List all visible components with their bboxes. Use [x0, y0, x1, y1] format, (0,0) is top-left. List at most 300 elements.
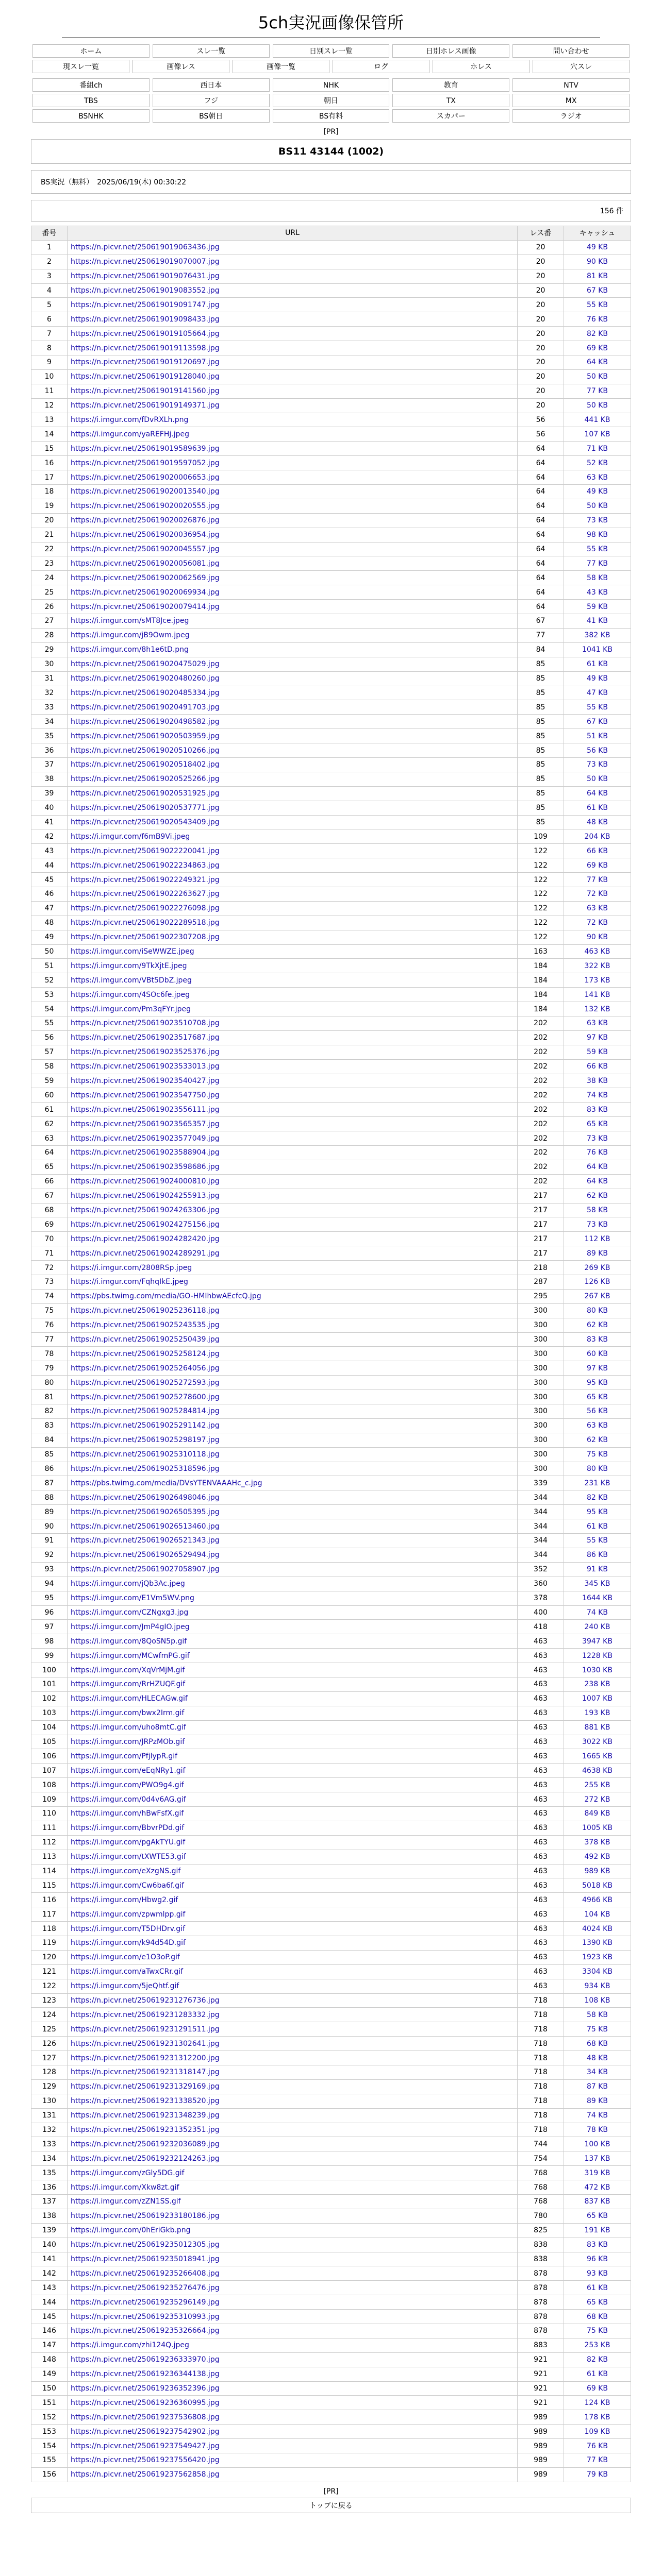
image-url-link[interactable]: https://n.picvr.net/250619025264056.jpg — [71, 1364, 220, 1372]
image-url-link[interactable]: https://n.picvr.net/250619019098433.jpg — [71, 315, 220, 324]
image-url-link[interactable]: https://i.imgur.com/yaREFHj.jpeg — [71, 430, 189, 438]
cache-link[interactable]: 56 KB — [586, 746, 608, 755]
channel-link[interactable]: フジ — [153, 94, 270, 107]
channel-link[interactable]: ラジオ — [512, 109, 630, 123]
cache-link[interactable]: 80 KB — [586, 1307, 608, 1315]
cache-link[interactable]: 49 KB — [586, 243, 608, 252]
image-url-link[interactable]: https://n.picvr.net/250619019083552.jpg — [71, 286, 220, 295]
image-url-link[interactable]: https://n.picvr.net/250619236344138.jpg — [71, 2370, 220, 2379]
image-url-link[interactable]: https://n.picvr.net/250619020531925.jpg — [71, 789, 220, 798]
image-url-link[interactable]: https://n.picvr.net/250619025272593.jpg — [71, 1378, 220, 1387]
cache-link[interactable]: 193 KB — [584, 1709, 610, 1718]
image-url-link[interactable]: https://i.imgur.com/JRPzMOb.gif — [71, 1737, 185, 1746]
cache-link[interactable]: 79 KB — [586, 2470, 608, 2479]
image-url-link[interactable]: https://i.imgur.com/pgAkTYU.gif — [71, 1838, 186, 1847]
cache-link[interactable]: 55 KB — [586, 545, 608, 554]
cache-link[interactable]: 50 KB — [586, 372, 608, 381]
image-url-link[interactable]: https://n.picvr.net/250619236333970.jpg — [71, 2355, 220, 2364]
back-to-top-button[interactable]: トップに戻る — [31, 2498, 631, 2513]
cache-link[interactable]: 72 KB — [586, 919, 608, 927]
channel-link[interactable]: BS有料 — [273, 109, 390, 123]
nav-link[interactable]: 問い合わせ — [512, 44, 630, 58]
cache-link[interactable]: 1228 KB — [582, 1651, 613, 1660]
image-url-link[interactable]: https://n.picvr.net/250619231291511.jpg — [71, 2025, 220, 2033]
cache-link[interactable]: 49 KB — [586, 674, 608, 683]
image-url-link[interactable]: https://n.picvr.net/250619025243535.jpg — [71, 1321, 220, 1330]
nav-link[interactable]: ログ — [333, 60, 429, 73]
image-url-link[interactable]: https://i.imgur.com/9TkXjtE.jpeg — [71, 961, 187, 970]
image-url-link[interactable]: https://n.picvr.net/250619024263306.jpg — [71, 1206, 220, 1214]
cache-link[interactable]: 238 KB — [584, 1680, 610, 1689]
cache-link[interactable]: 231 KB — [584, 1479, 610, 1487]
image-url-link[interactable]: https://i.imgur.com/zGly5DG.gif — [71, 2168, 185, 2177]
image-url-link[interactable]: https://n.picvr.net/250619237536808.jpg — [71, 2413, 220, 2421]
image-url-link[interactable]: https://n.picvr.net/250619231312200.jpg — [71, 2054, 220, 2062]
image-url-link[interactable]: https://i.imgur.com/HLECAGw.gif — [71, 1694, 188, 1703]
cache-link[interactable]: 4966 KB — [582, 1895, 613, 1904]
image-url-link[interactable]: https://n.picvr.net/250619019597052.jpg — [71, 459, 220, 467]
image-url-link[interactable]: https://n.picvr.net/250619019589639.jpg — [71, 444, 220, 453]
cache-link[interactable]: 87 KB — [586, 2082, 608, 2091]
cache-link[interactable]: 48 KB — [586, 818, 608, 826]
image-url-link[interactable]: https://n.picvr.net/250619020006653.jpg — [71, 473, 220, 482]
cache-link[interactable]: 41 KB — [586, 617, 608, 625]
nav-link[interactable]: ホレス — [433, 60, 529, 73]
image-url-link[interactable]: https://n.picvr.net/250619022307208.jpg — [71, 933, 220, 942]
cache-link[interactable]: 63 KB — [586, 473, 608, 482]
nav-link[interactable]: スレ一覧 — [153, 44, 270, 58]
image-url-link[interactable]: https://i.imgur.com/8h1e6tD.png — [71, 646, 189, 654]
cache-link[interactable]: 98 KB — [586, 531, 608, 539]
image-url-link[interactable]: https://n.picvr.net/250619231338520.jpg — [71, 2097, 220, 2106]
cache-link[interactable]: 934 KB — [584, 1982, 610, 1991]
cache-link[interactable]: 441 KB — [584, 416, 610, 425]
image-url-link[interactable]: https://n.picvr.net/250619235310993.jpg — [71, 2312, 220, 2321]
cache-link[interactable]: 61 KB — [586, 660, 608, 669]
cache-link[interactable]: 77 KB — [586, 875, 608, 884]
cache-link[interactable]: 97 KB — [586, 1364, 608, 1372]
image-url-link[interactable]: https://n.picvr.net/250619025298197.jpg — [71, 1436, 220, 1445]
cache-link[interactable]: 51 KB — [586, 732, 608, 740]
image-url-link[interactable]: https://i.imgur.com/FqhqIkE.jpeg — [71, 1278, 188, 1286]
cache-link[interactable]: 126 KB — [584, 1278, 610, 1286]
channel-link[interactable]: BS朝日 — [153, 109, 270, 123]
cache-link[interactable]: 65 KB — [586, 1393, 608, 1401]
cache-link[interactable]: 1390 KB — [582, 1939, 613, 1947]
image-url-link[interactable]: https://n.picvr.net/250619232124263.jpg — [71, 2154, 220, 2163]
cache-link[interactable]: 4638 KB — [582, 1766, 613, 1775]
cache-link[interactable]: 104 KB — [584, 1910, 610, 1919]
image-url-link[interactable]: https://i.imgur.com/8QoSN5p.gif — [71, 1637, 187, 1646]
cache-link[interactable]: 463 KB — [584, 947, 610, 956]
image-url-link[interactable]: https://n.picvr.net/250619020045557.jpg — [71, 545, 220, 554]
nav-link[interactable]: ホーム — [32, 44, 150, 58]
image-url-link[interactable]: https://n.picvr.net/250619022276098.jpg — [71, 904, 220, 913]
image-url-link[interactable]: https://i.imgur.com/tXWTE53.gif — [71, 1853, 186, 1861]
cache-link[interactable]: 1007 KB — [582, 1694, 613, 1703]
image-url-link[interactable]: https://n.picvr.net/250619019091747.jpg — [71, 300, 220, 309]
channel-link[interactable]: TX — [392, 94, 509, 107]
image-url-link[interactable]: https://pbs.twimg.com/media/GO-HMIhbwAEcfcQ.jpg — [71, 1292, 261, 1301]
cache-link[interactable]: 62 KB — [586, 1192, 608, 1200]
cache-link[interactable]: 81 KB — [586, 272, 608, 281]
image-url-link[interactable]: https://n.picvr.net/250619024282420.jpg — [71, 1234, 220, 1243]
image-url-link[interactable]: https://n.picvr.net/250619020062569.jpg — [71, 573, 220, 582]
image-url-link[interactable]: https://n.picvr.net/250619023525376.jpg — [71, 1048, 220, 1057]
image-url-link[interactable]: https://i.imgur.com/zZN1SS.gif — [71, 2197, 181, 2206]
cache-link[interactable]: 492 KB — [584, 1853, 610, 1861]
image-url-link[interactable]: https://n.picvr.net/250619233180186.jpg — [71, 2212, 220, 2221]
image-url-link[interactable]: https://n.picvr.net/250619020079414.jpg — [71, 602, 220, 611]
image-url-link[interactable]: https://n.picvr.net/250619237562858.jpg — [71, 2470, 220, 2479]
image-url-link[interactable]: https://i.imgur.com/XqVrMjM.gif — [71, 1666, 185, 1674]
channel-link[interactable]: NHK — [273, 78, 390, 92]
image-url-link[interactable]: https://n.picvr.net/250619024000810.jpg — [71, 1177, 220, 1186]
channel-link[interactable]: NTV — [512, 78, 630, 92]
cache-link[interactable]: 378 KB — [584, 1838, 610, 1847]
cache-link[interactable]: 90 KB — [586, 258, 608, 266]
nav-link[interactable]: 日別ホレス画像 — [392, 44, 509, 58]
image-url-link[interactable]: https://i.imgur.com/bwx2Irm.gif — [71, 1709, 185, 1718]
image-url-link[interactable]: https://n.picvr.net/250619023540427.jpg — [71, 1076, 220, 1085]
cache-link[interactable]: 68 KB — [586, 2039, 608, 2048]
channel-link[interactable]: BSNHK — [32, 109, 150, 123]
cache-link[interactable]: 73 KB — [586, 1134, 608, 1143]
cache-link[interactable]: 319 KB — [584, 2168, 610, 2177]
cache-link[interactable]: 472 KB — [584, 2183, 610, 2192]
image-url-link[interactable]: https://i.imgur.com/f6mB9Vi.jpeg — [71, 832, 190, 841]
channel-link[interactable]: 西日本 — [153, 78, 270, 92]
image-url-link[interactable]: https://n.picvr.net/250619020537771.jpg — [71, 804, 220, 812]
cache-link[interactable]: 240 KB — [584, 1622, 610, 1631]
cache-link[interactable]: 837 KB — [584, 2197, 610, 2206]
image-url-link[interactable]: https://i.imgur.com/aTwxCRr.gif — [71, 1968, 184, 1976]
cache-link[interactable]: 4024 KB — [582, 1924, 613, 1933]
image-url-link[interactable]: https://i.imgur.com/zhi124Q.jpeg — [71, 2341, 189, 2350]
cache-link[interactable]: 65 KB — [586, 2212, 608, 2221]
cache-link[interactable]: 68 KB — [586, 2312, 608, 2321]
cache-link[interactable]: 345 KB — [584, 1580, 610, 1588]
cache-link[interactable]: 55 KB — [586, 1536, 608, 1545]
cache-link[interactable]: 69 KB — [586, 2384, 608, 2393]
cache-link[interactable]: 255 KB — [584, 1781, 610, 1789]
image-url-link[interactable]: https://i.imgur.com/CZNgxg3.jpg — [71, 1608, 189, 1617]
image-url-link[interactable]: https://n.picvr.net/250619023517687.jpg — [71, 1033, 220, 1042]
cache-link[interactable]: 66 KB — [586, 846, 608, 855]
cache-link[interactable]: 178 KB — [584, 2413, 610, 2421]
cache-link[interactable]: 58 KB — [586, 573, 608, 582]
image-url-link[interactable]: https://i.imgur.com/eXzgNS.gif — [71, 1867, 181, 1875]
image-url-link[interactable]: https://i.imgur.com/jQb3Ac.jpeg — [71, 1580, 185, 1588]
cache-link[interactable]: 67 KB — [586, 286, 608, 295]
image-url-link[interactable]: https://n.picvr.net/250619231329169.jpg — [71, 2082, 220, 2091]
cache-link[interactable]: 137 KB — [584, 2154, 610, 2163]
image-url-link[interactable]: https://i.imgur.com/MCwfmPG.gif — [71, 1651, 190, 1660]
image-url-link[interactable]: https://n.picvr.net/250619231318147.jpg — [71, 2068, 220, 2077]
image-url-link[interactable]: https://i.imgur.com/RrHZUQF.gif — [71, 1680, 186, 1689]
image-url-link[interactable]: https://i.imgur.com/k94d54D.gif — [71, 1939, 186, 1947]
cache-link[interactable]: 96 KB — [586, 2255, 608, 2264]
image-url-link[interactable]: https://i.imgur.com/E1Vm5WV.png — [71, 1594, 194, 1603]
cache-link[interactable]: 61 KB — [586, 2283, 608, 2292]
cache-link[interactable]: 63 KB — [586, 1019, 608, 1028]
image-url-link[interactable]: https://n.picvr.net/250619236360995.jpg — [71, 2398, 220, 2407]
image-url-link[interactable]: https://n.picvr.net/250619025284814.jpg — [71, 1407, 220, 1416]
image-url-link[interactable]: https://i.imgur.com/Pm3qFYr.jpeg — [71, 1005, 191, 1013]
image-url-link[interactable]: https://i.imgur.com/4SOc6fe.jpeg — [71, 990, 190, 999]
image-url-link[interactable]: https://i.imgur.com/iSeWWZE.jpeg — [71, 947, 194, 956]
cache-link[interactable]: 78 KB — [586, 2126, 608, 2134]
cache-link[interactable]: 322 KB — [584, 961, 610, 970]
image-url-link[interactable]: https://n.picvr.net/250619231276736.jpg — [71, 1996, 220, 2005]
image-url-link[interactable]: https://n.picvr.net/250619019120697.jpg — [71, 358, 220, 367]
image-url-link[interactable]: https://n.picvr.net/250619024289291.jpg — [71, 1249, 220, 1258]
image-url-link[interactable]: https://n.picvr.net/250619020525266.jpg — [71, 775, 220, 784]
cache-link[interactable]: 58 KB — [586, 1206, 608, 1214]
channel-link[interactable]: 教育 — [392, 78, 509, 92]
image-url-link[interactable]: https://n.picvr.net/250619236352396.jpg — [71, 2384, 220, 2393]
image-url-link[interactable]: https://n.picvr.net/250619019076431.jpg — [71, 272, 220, 281]
nav-link[interactable]: 日別スレ一覧 — [273, 44, 390, 58]
image-url-link[interactable]: https://i.imgur.com/e1O3oP.gif — [71, 1953, 180, 1962]
image-url-link[interactable]: https://n.picvr.net/250619025278600.jpg — [71, 1393, 220, 1401]
cache-link[interactable]: 76 KB — [586, 315, 608, 324]
cache-link[interactable]: 71 KB — [586, 444, 608, 453]
image-url-link[interactable]: https://pbs.twimg.com/media/DVsYTENVAAAHc_c.jpg — [71, 1479, 262, 1487]
cache-link[interactable]: 1923 KB — [582, 1953, 613, 1962]
cache-link[interactable]: 173 KB — [584, 976, 610, 985]
cache-link[interactable]: 269 KB — [584, 1263, 610, 1272]
image-url-link[interactable]: https://i.imgur.com/jB9Owm.jpeg — [71, 631, 190, 640]
image-url-link[interactable]: https://n.picvr.net/250619026498046.jpg — [71, 1493, 220, 1502]
image-url-link[interactable]: https://n.picvr.net/250619023510708.jpg — [71, 1019, 220, 1028]
cache-link[interactable]: 77 KB — [586, 559, 608, 568]
image-url-link[interactable]: https://i.imgur.com/uho8mtC.gif — [71, 1723, 186, 1732]
channel-link[interactable]: 朝日 — [273, 94, 390, 107]
cache-link[interactable]: 80 KB — [586, 1465, 608, 1473]
cache-link[interactable]: 76 KB — [586, 2442, 608, 2450]
image-url-link[interactable]: https://i.imgur.com/JmP4gIO.jpeg — [71, 1622, 190, 1631]
cache-link[interactable]: 47 KB — [586, 688, 608, 697]
cache-link[interactable]: 58 KB — [586, 2010, 608, 2019]
cache-link[interactable]: 61 KB — [586, 1522, 608, 1531]
cache-link[interactable]: 124 KB — [584, 2398, 610, 2407]
image-url-link[interactable]: https://n.picvr.net/250619231283332.jpg — [71, 2010, 220, 2019]
nav-link[interactable]: 画像レス — [133, 60, 229, 73]
cache-link[interactable]: 67 KB — [586, 717, 608, 726]
image-url-link[interactable]: https://n.picvr.net/250619019128040.jpg — [71, 372, 220, 381]
image-url-link[interactable]: https://n.picvr.net/250619023565357.jpg — [71, 1120, 220, 1128]
image-url-link[interactable]: https://n.picvr.net/250619022263627.jpg — [71, 890, 220, 899]
cache-link[interactable]: 77 KB — [586, 2456, 608, 2465]
image-url-link[interactable]: https://n.picvr.net/250619020518402.jpg — [71, 760, 220, 769]
image-url-link[interactable]: https://n.picvr.net/250619231352351.jpg — [71, 2126, 220, 2134]
image-url-link[interactable]: https://i.imgur.com/sMT8Jce.jpeg — [71, 617, 189, 625]
image-url-link[interactable]: https://n.picvr.net/250619023588904.jpg — [71, 1148, 220, 1157]
cache-link[interactable]: 141 KB — [584, 990, 610, 999]
cache-link[interactable]: 204 KB — [584, 832, 610, 841]
image-url-link[interactable]: https://i.imgur.com/0hEriGkb.png — [71, 2226, 191, 2235]
site-title[interactable]: 5ch実況画像保管所 — [258, 13, 404, 32]
cache-link[interactable]: 89 KB — [586, 1249, 608, 1258]
image-url-link[interactable]: https://n.picvr.net/250619026505395.jpg — [71, 1507, 220, 1516]
cache-link[interactable]: 91 KB — [586, 1565, 608, 1574]
image-url-link[interactable]: https://n.picvr.net/250619019113598.jpg — [71, 344, 220, 352]
cache-link[interactable]: 97 KB — [586, 1033, 608, 1042]
cache-link[interactable]: 881 KB — [584, 1723, 610, 1732]
image-url-link[interactable]: https://n.picvr.net/250619027058907.jpg — [71, 1565, 220, 1574]
cache-link[interactable]: 73 KB — [586, 516, 608, 525]
image-url-link[interactable]: https://i.imgur.com/hBwFsfX.gif — [71, 1809, 184, 1818]
cache-link[interactable]: 55 KB — [586, 300, 608, 309]
image-url-link[interactable]: https://n.picvr.net/250619020503959.jpg — [71, 732, 220, 740]
image-url-link[interactable]: https://n.picvr.net/250619020491703.jpg — [71, 703, 220, 711]
image-url-link[interactable]: https://n.picvr.net/250619020026876.jpg — [71, 516, 220, 525]
cache-link[interactable]: 100 KB — [584, 2140, 610, 2148]
image-url-link[interactable]: https://n.picvr.net/250619019141560.jpg — [71, 387, 220, 396]
channel-link[interactable]: 番組ch — [32, 78, 150, 92]
image-url-link[interactable]: https://i.imgur.com/fDvRXLh.png — [71, 416, 189, 425]
image-url-link[interactable]: https://n.picvr.net/250619235012305.jpg — [71, 2241, 220, 2249]
cache-link[interactable]: 74 KB — [586, 1091, 608, 1099]
cache-link[interactable]: 75 KB — [586, 1450, 608, 1459]
cache-link[interactable]: 59 KB — [586, 602, 608, 611]
cache-link[interactable]: 50 KB — [586, 401, 608, 410]
cache-link[interactable]: 64 KB — [586, 1163, 608, 1172]
image-url-link[interactable]: https://n.picvr.net/250619235266408.jpg — [71, 2269, 220, 2278]
cache-link[interactable]: 69 KB — [586, 344, 608, 352]
image-url-link[interactable]: https://n.picvr.net/250619237556420.jpg — [71, 2456, 220, 2465]
cache-link[interactable]: 65 KB — [586, 2298, 608, 2307]
image-url-link[interactable]: https://n.picvr.net/250619237549427.jpg — [71, 2442, 220, 2450]
image-url-link[interactable]: https://i.imgur.com/zpwmlpp.gif — [71, 1910, 186, 1919]
cache-link[interactable]: 3947 KB — [582, 1637, 613, 1646]
cache-link[interactable]: 56 KB — [586, 1407, 608, 1416]
image-url-link[interactable]: https://n.picvr.net/250619020510266.jpg — [71, 746, 220, 755]
cache-link[interactable]: 62 KB — [586, 1436, 608, 1445]
cache-link[interactable]: 52 KB — [586, 459, 608, 467]
image-url-link[interactable]: https://n.picvr.net/250619026529494.jpg — [71, 1551, 220, 1560]
cache-link[interactable]: 69 KB — [586, 861, 608, 870]
cache-link[interactable]: 382 KB — [584, 631, 610, 640]
image-url-link[interactable]: https://n.picvr.net/250619020485334.jpg — [71, 688, 220, 697]
image-url-link[interactable]: https://n.picvr.net/250619023556111.jpg — [71, 1105, 220, 1114]
image-url-link[interactable]: https://i.imgur.com/PWO9g4.gif — [71, 1781, 184, 1789]
cache-link[interactable]: 83 KB — [586, 1105, 608, 1114]
image-url-link[interactable]: https://n.picvr.net/250619019105664.jpg — [71, 329, 220, 338]
cache-link[interactable]: 1005 KB — [582, 1824, 613, 1833]
image-url-link[interactable]: https://n.picvr.net/250619024255913.jpg — [71, 1192, 220, 1200]
image-url-link[interactable]: https://i.imgur.com/0d4v6AG.gif — [71, 1795, 186, 1804]
cache-link[interactable]: 86 KB — [586, 1551, 608, 1560]
image-url-link[interactable]: https://n.picvr.net/250619025310118.jpg — [71, 1450, 220, 1459]
cache-link[interactable]: 132 KB — [584, 1005, 610, 1013]
image-url-link[interactable]: https://i.imgur.com/Hbwg2.gif — [71, 1895, 178, 1904]
image-url-link[interactable]: https://n.picvr.net/250619232036089.jpg — [71, 2140, 220, 2148]
image-url-link[interactable]: https://n.picvr.net/250619025250439.jpg — [71, 1335, 220, 1344]
cache-link[interactable]: 75 KB — [586, 2025, 608, 2033]
cache-link[interactable]: 75 KB — [586, 2327, 608, 2335]
image-url-link[interactable]: https://n.picvr.net/250619020036954.jpg — [71, 531, 220, 539]
cache-link[interactable]: 62 KB — [586, 1321, 608, 1330]
cache-link[interactable]: 989 KB — [584, 1867, 610, 1875]
cache-link[interactable]: 66 KB — [586, 1062, 608, 1071]
cache-link[interactable]: 72 KB — [586, 890, 608, 899]
cache-link[interactable]: 50 KB — [586, 502, 608, 511]
cache-link[interactable]: 1041 KB — [582, 646, 613, 654]
image-url-link[interactable]: https://i.imgur.com/VBt5DbZ.jpeg — [71, 976, 192, 985]
image-url-link[interactable]: https://n.picvr.net/250619020069934.jpg — [71, 588, 220, 597]
image-url-link[interactable]: https://i.imgur.com/2808RSp.jpeg — [71, 1263, 192, 1272]
cache-link[interactable]: 74 KB — [586, 2111, 608, 2120]
cache-link[interactable]: 3022 KB — [582, 1737, 613, 1746]
image-url-link[interactable]: https://n.picvr.net/250619019149371.jpg — [71, 401, 220, 410]
cache-link[interactable]: 61 KB — [586, 804, 608, 812]
cache-link[interactable]: 95 KB — [586, 1378, 608, 1387]
cache-link[interactable]: 55 KB — [586, 703, 608, 711]
image-url-link[interactable]: https://i.imgur.com/PfjlypR.gif — [71, 1752, 178, 1760]
image-url-link[interactable]: https://n.picvr.net/250619020020555.jpg — [71, 502, 220, 511]
cache-link[interactable]: 93 KB — [586, 2269, 608, 2278]
cache-link[interactable]: 267 KB — [584, 1292, 610, 1301]
image-url-link[interactable]: https://n.picvr.net/250619019063436.jpg — [71, 243, 220, 252]
cache-link[interactable]: 64 KB — [586, 358, 608, 367]
cache-link[interactable]: 64 KB — [586, 1177, 608, 1186]
image-url-link[interactable]: https://n.picvr.net/250619231302641.jpg — [71, 2039, 220, 2048]
cache-link[interactable]: 49 KB — [586, 487, 608, 496]
cache-link[interactable]: 107 KB — [584, 430, 610, 438]
cache-link[interactable]: 34 KB — [586, 2068, 608, 2077]
image-url-link[interactable]: https://n.picvr.net/250619022234863.jpg — [71, 861, 220, 870]
image-url-link[interactable]: https://n.picvr.net/250619020543409.jpg — [71, 818, 220, 826]
cache-link[interactable]: 191 KB — [584, 2226, 610, 2235]
image-url-link[interactable]: https://n.picvr.net/250619023598686.jpg — [71, 1163, 220, 1172]
cache-link[interactable]: 73 KB — [586, 1220, 608, 1229]
cache-link[interactable]: 253 KB — [584, 2341, 610, 2350]
image-url-link[interactable]: https://n.picvr.net/250619019070007.jpg — [71, 258, 220, 266]
nav-link[interactable]: 現スレ一覧 — [32, 60, 129, 73]
nav-link[interactable]: 穴スレ — [533, 60, 630, 73]
image-url-link[interactable]: https://n.picvr.net/250619235018941.jpg — [71, 2255, 220, 2264]
image-url-link[interactable]: https://n.picvr.net/250619235326664.jpg — [71, 2327, 220, 2335]
cache-link[interactable]: 83 KB — [586, 1335, 608, 1344]
image-url-link[interactable]: https://n.picvr.net/250619025318596.jpg — [71, 1465, 220, 1473]
image-url-link[interactable]: https://n.picvr.net/250619231348239.jpg — [71, 2111, 220, 2120]
image-url-link[interactable]: https://n.picvr.net/250619024275156.jpg — [71, 1220, 220, 1229]
image-url-link[interactable]: https://n.picvr.net/250619023547750.jpg — [71, 1091, 220, 1099]
cache-link[interactable]: 43 KB — [586, 588, 608, 597]
cache-link[interactable]: 83 KB — [586, 2241, 608, 2249]
image-url-link[interactable]: https://i.imgur.com/T5DHDrv.gif — [71, 1924, 186, 1933]
image-url-link[interactable]: https://n.picvr.net/250619026513460.jpg — [71, 1522, 220, 1531]
cache-link[interactable]: 5018 KB — [582, 1881, 613, 1890]
cache-link[interactable]: 89 KB — [586, 2097, 608, 2106]
image-url-link[interactable]: https://n.picvr.net/250619023577049.jpg — [71, 1134, 220, 1143]
image-url-link[interactable]: https://n.picvr.net/250619025258124.jpg — [71, 1349, 220, 1358]
cache-link[interactable]: 95 KB — [586, 1507, 608, 1516]
cache-link[interactable]: 64 KB — [586, 789, 608, 798]
image-url-link[interactable]: https://i.imgur.com/BbvrPDd.gif — [71, 1824, 185, 1833]
nav-link[interactable]: 画像一覧 — [233, 60, 329, 73]
cache-link[interactable]: 61 KB — [586, 2370, 608, 2379]
image-url-link[interactable]: https://n.picvr.net/250619020475029.jpg — [71, 660, 220, 669]
image-url-link[interactable]: https://n.picvr.net/250619022220041.jpg — [71, 846, 220, 855]
image-url-link[interactable]: https://i.imgur.com/Cw6ba6f.gif — [71, 1881, 184, 1890]
channel-link[interactable]: スカパー — [392, 109, 509, 123]
channel-link[interactable]: MX — [512, 94, 630, 107]
cache-link[interactable]: 3304 KB — [582, 1968, 613, 1976]
image-url-link[interactable]: https://n.picvr.net/250619237542902.jpg — [71, 2427, 220, 2436]
